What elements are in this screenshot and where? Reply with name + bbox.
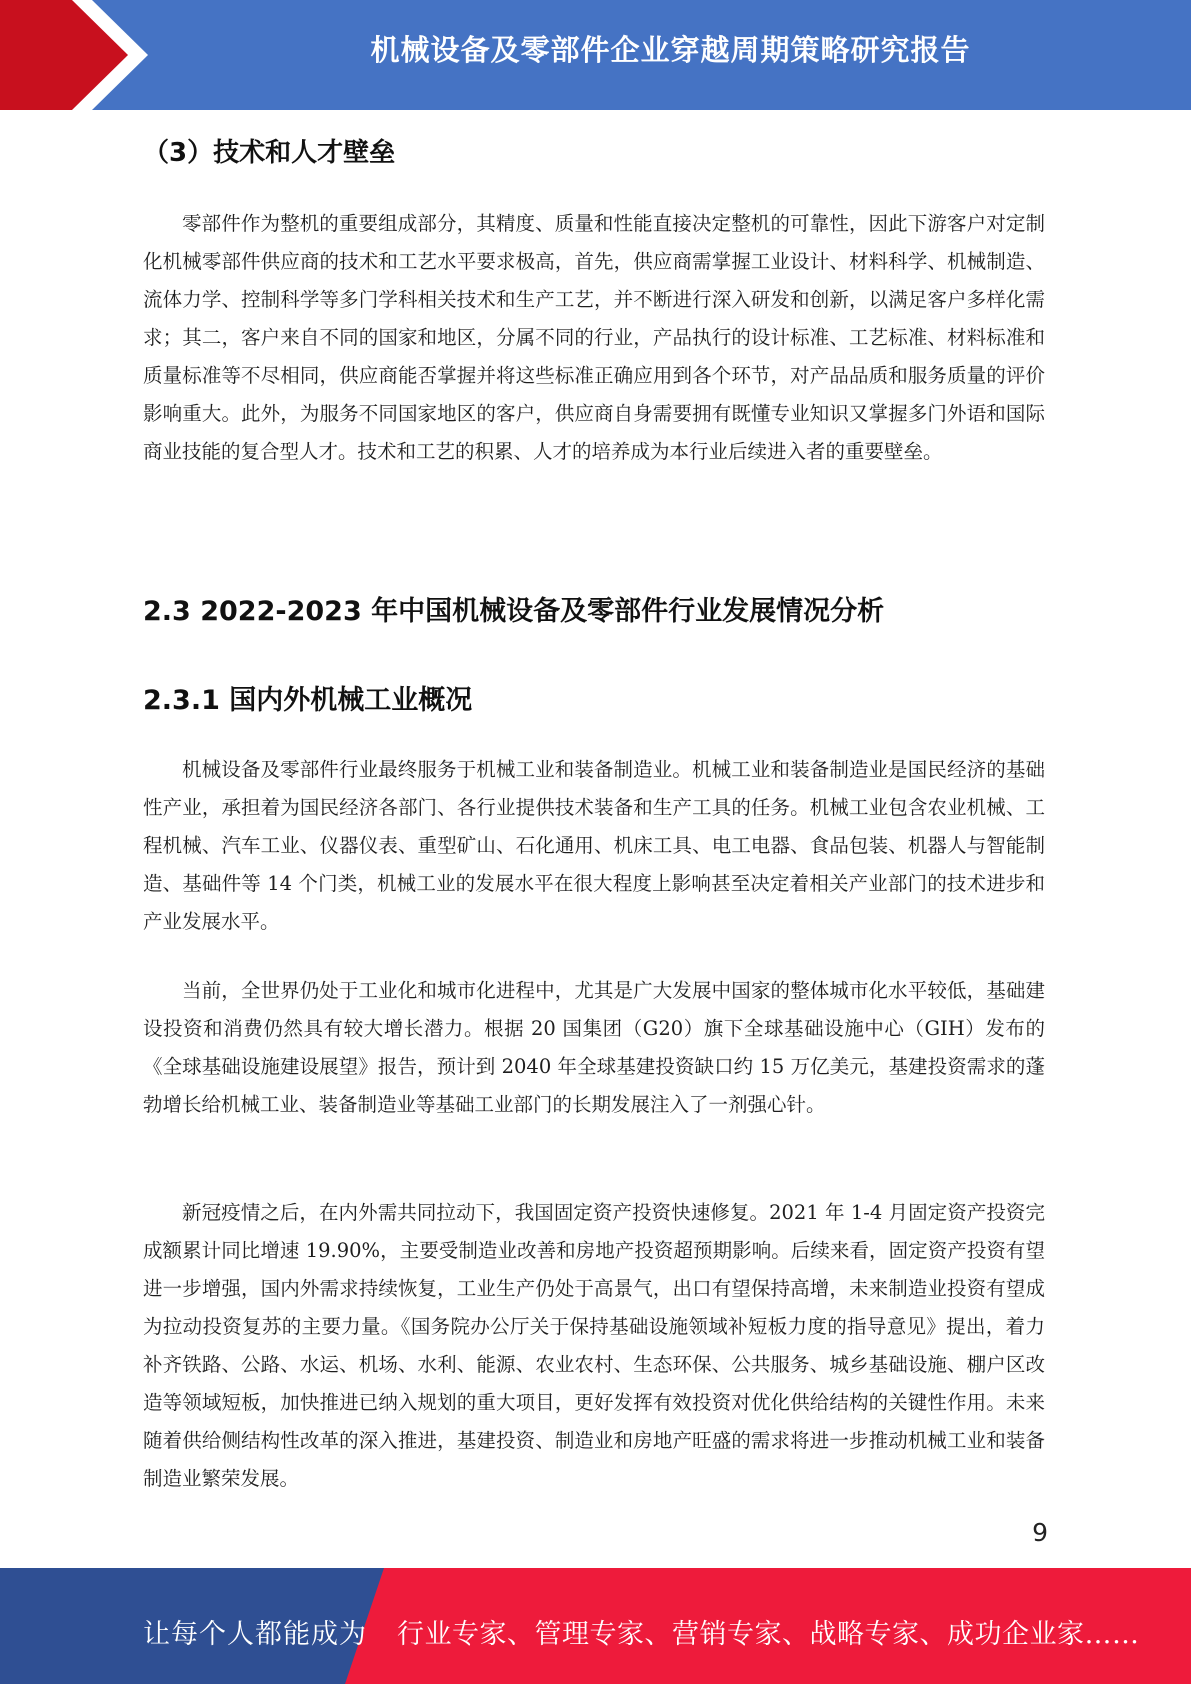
section-heading-2-3-1: 2.3.1 国内外机械工业概况: [143, 685, 473, 716]
page-number: 9: [1032, 1518, 1048, 1547]
footer-slogan-left: 让每个人都能成为: [143, 1619, 367, 1650]
footer-banner: [0, 1568, 1191, 1684]
paragraph-global-infrastructure: 当前，全世界仍处于工业化和城市化进程中，尤其是广大发展中国家的整体城市化水平较低，基础建设投资和消费仍然具有较大增长潜力。根据 20 国集团（G20）旗下全球基础设施中心（GIH）发布的《全球基础设施建设展望》报告，预计到 2040 年全球基建投资缺口约 15 万亿美元，基建投资需求的蓬勃增长给机械工业、装备制造业等基础工业部门的长期发展注入了一剂强心针。: [143, 979, 1045, 1116]
subsection-heading-tech-barrier: （3）技术和人才壁垒: [143, 138, 396, 168]
paragraph-tech-barrier: 零部件作为整机的重要组成部分，其精度、质量和性能直接决定整机的可靠性，因此下游客户对定制化机械零部件供应商的技术和工艺水平要求极高，首先，供应商需掌握工业设计、材料科学、机械制造、流体力学、控制科学等多门学科相关技术和生产工艺，并不断进行深入研发和创新，以满足客户多样化需求；其二，客户来自不同的国家和地区，分属不同的行业，产品执行的设计标准、工艺标准、材料标准和质量标准等不尽相同，供应商能否掌握并将这些标准正确应用到各个环节，对产品品质和服务质量的评价影响重大。此外，为服务不同国家地区的客户，供应商自身需要拥有既懂专业知识又掌握多门外语和国际商业技能的复合型人才。技术和工艺的积累、人才的培养成为本行业后续进入者的重要壁垒。: [143, 212, 1045, 463]
header-banner: [0, 0, 1191, 110]
report-title: 机械设备及零部件企业穿越周期策略研究报告: [370, 33, 971, 67]
section-heading-2-3: 2.3 2022-2023 年中国机械设备及零部件行业发展情况分析: [143, 596, 885, 627]
footer-slogan-right: 行业专家、管理专家、营销专家、战略专家、成功企业家……: [397, 1619, 1140, 1650]
paragraph-machinery-overview: 机械设备及零部件行业最终服务于机械工业和装备制造业。机械工业和装备制造业是国民经济的基础性产业，承担着为国民经济各部门、各行业提供技术装备和生产工具的任务。机械工业包含农业机械、工程机械、汽车工业、仪器仪表、重型矿山、石化通用、机床工具、电工电器、食品包装、机器人与智能制造、基础件等 14 个门类，机械工业的发展水平在很大程度上影响甚至决定着相关产业部门的技术进步和产业发展水平。: [143, 758, 1045, 933]
paragraph-fixed-asset-investment: 新冠疫情之后，在内外需共同拉动下，我国固定资产投资快速修复。2021 年 1-4 月固定资产投资完成额累计同比增速 19.90%，主要受制造业改善和房地产投资超预期影响。后续来看，固定资产投资有望进一步增强，国内外需求持续恢复，工业生产仍处于高景气，出口有望保持高增，未来制造业投资有望成为拉动投资复苏的主要力量。《国务院办公厅关于保持基础设施领域补短板力度的指导意见》提出，着力补齐铁路、公路、水运、机场、水利、能源、农业农村、生态环保、公共服务、城乡基础设施、棚户区改造等领域短板，加快推进已纳入规划的重大项目，更好发挥有效投资对优化供给结构的关键性作用。未来随着供给侧结构性改革的深入推进，基建投资、制造业和房地产旺盛的需求将进一步推动机械工业和装备制造业繁荣发展。: [143, 1201, 1045, 1490]
